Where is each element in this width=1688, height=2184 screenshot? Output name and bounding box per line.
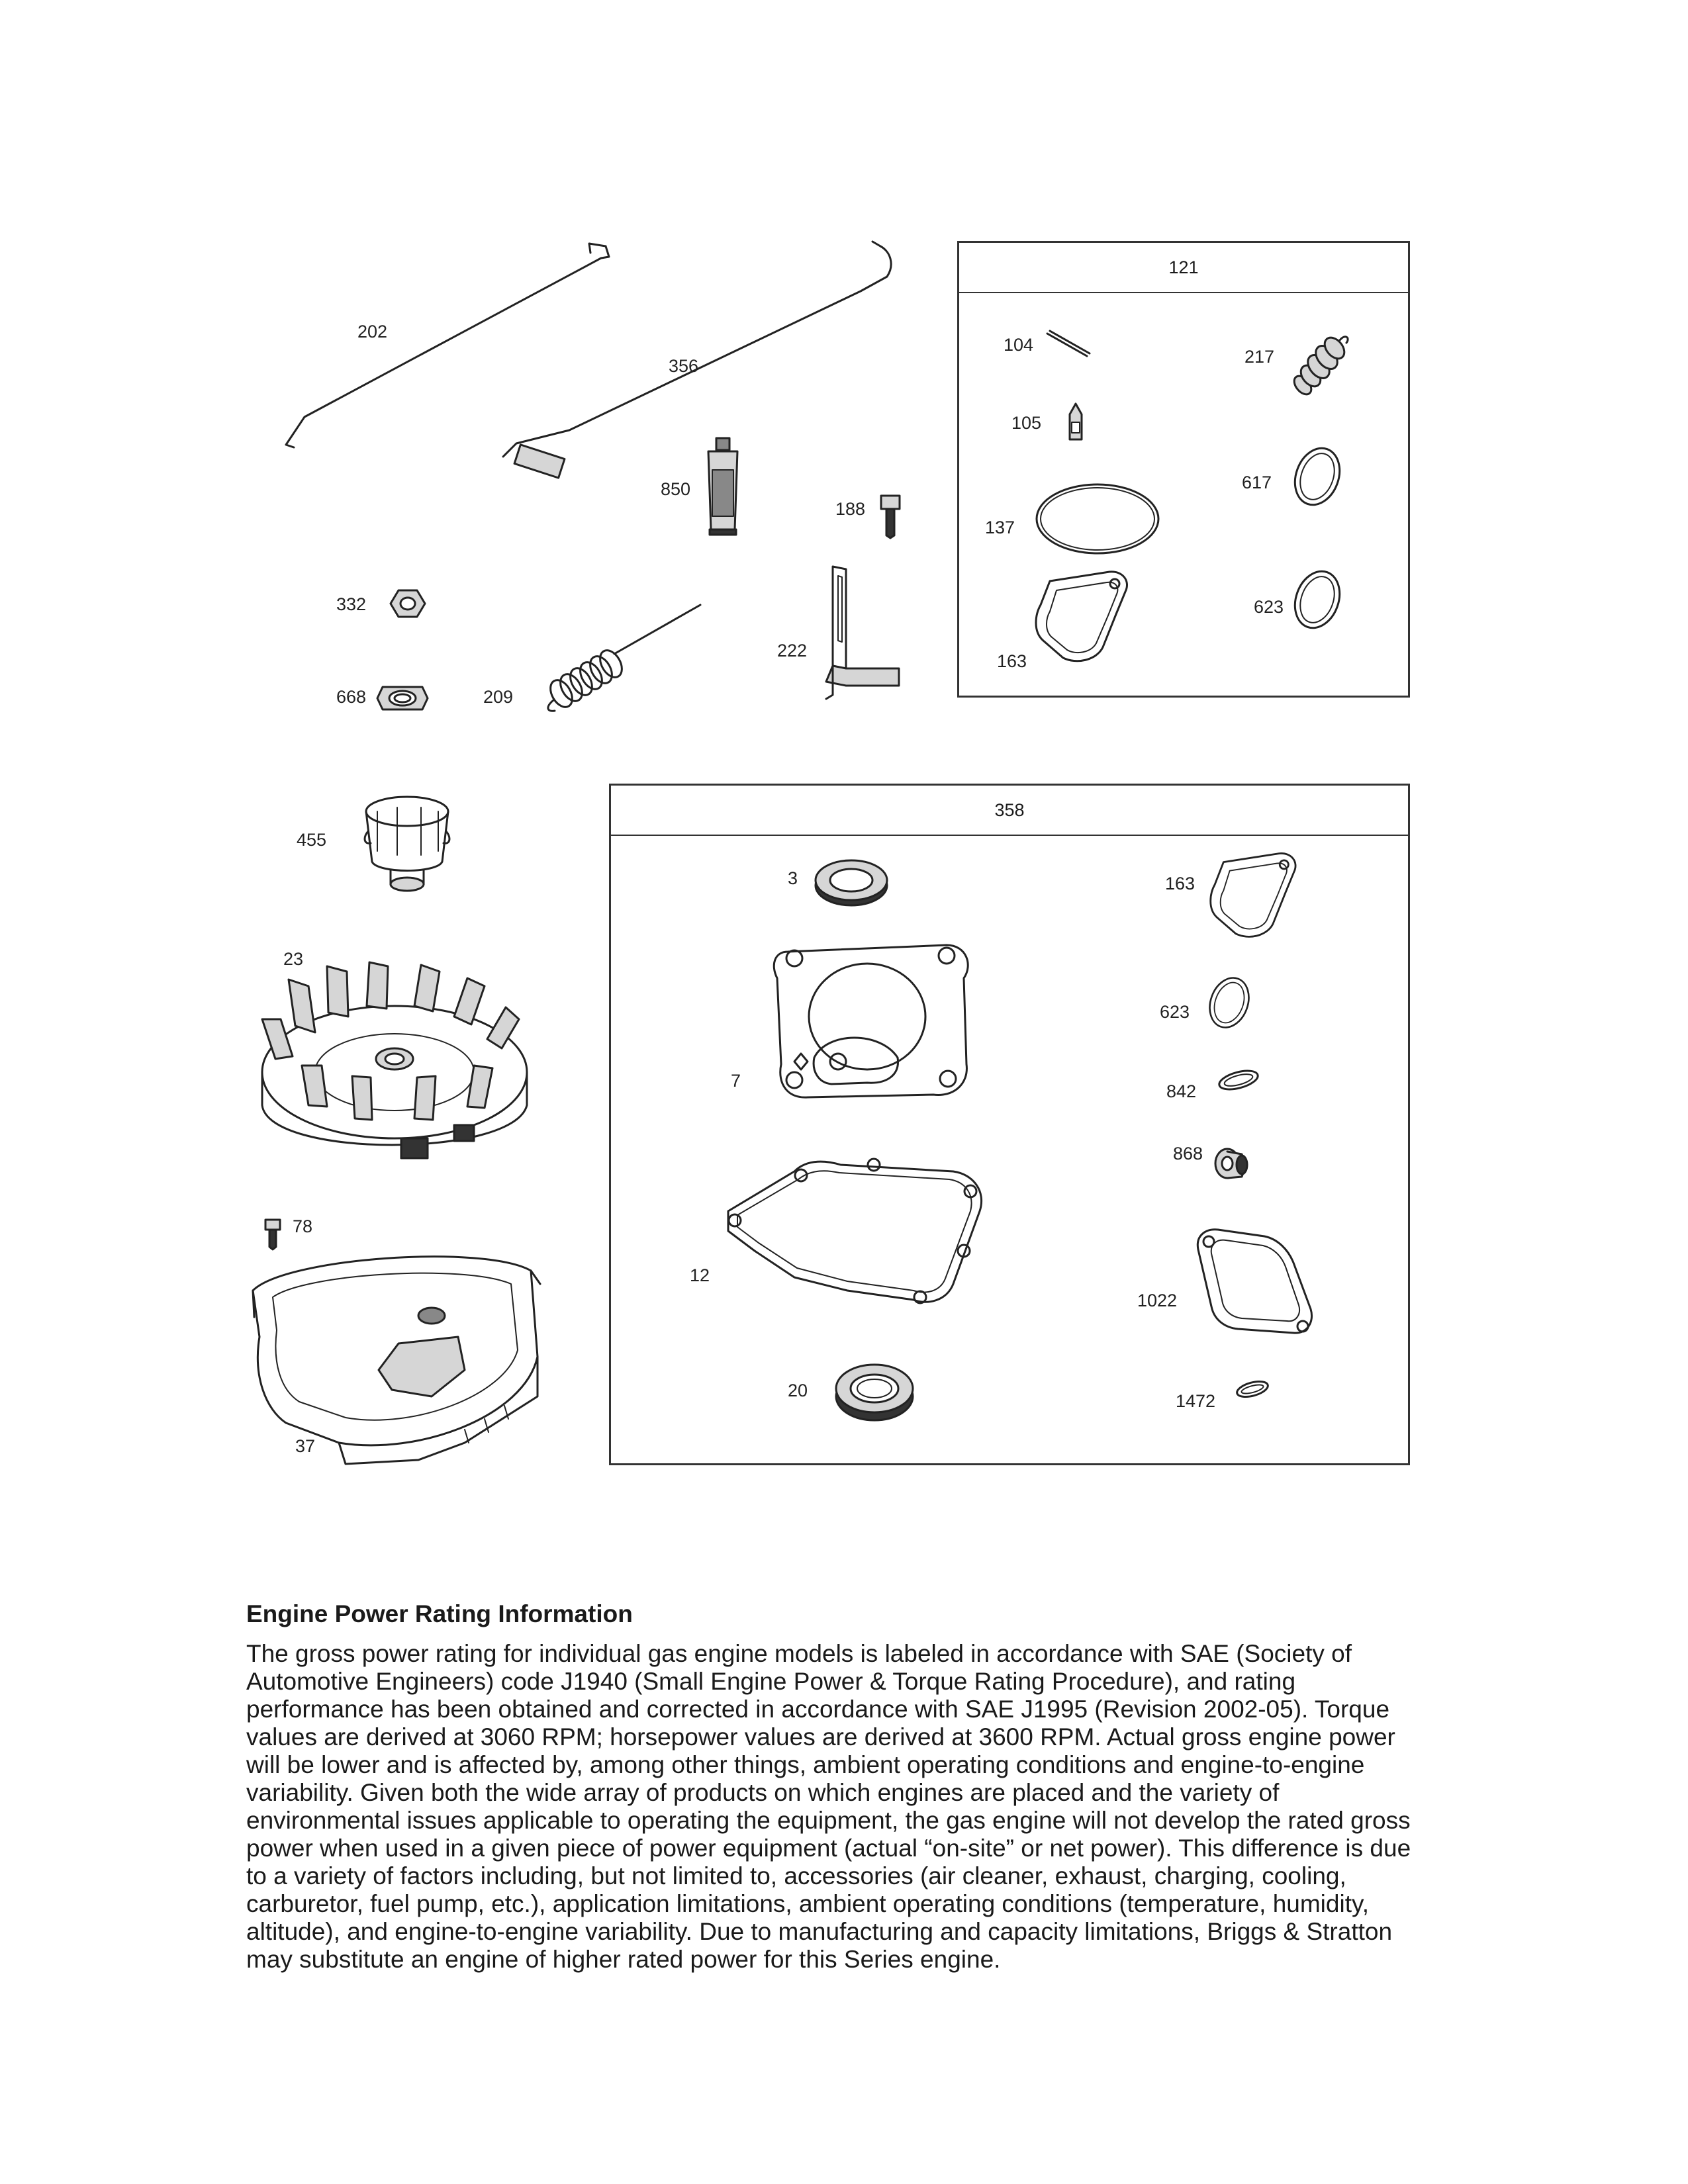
- part-label-850: 850: [661, 479, 691, 499]
- part-label-222: 222: [777, 641, 808, 660]
- kit-358-label-623: 623: [1160, 1002, 1190, 1022]
- pin-104-illustration: [1045, 330, 1091, 363]
- part-label-668: 668: [336, 687, 367, 707]
- spring-217-illustration: [1291, 332, 1350, 396]
- kit-358-label-163: 163: [1165, 874, 1196, 893]
- part-label-188: 188: [835, 499, 866, 519]
- kit-358-label-868: 868: [1173, 1144, 1203, 1163]
- blower-housing-illustration: [246, 1244, 551, 1469]
- screw-188-illustration: [877, 493, 904, 539]
- part-label-78: 78: [293, 1216, 313, 1236]
- kit-358-label-1472: 1472: [1176, 1391, 1216, 1411]
- kit-358-label-20: 20: [788, 1381, 808, 1400]
- part-label-37: 37: [295, 1436, 316, 1456]
- kit-121-label-623: 623: [1254, 597, 1284, 617]
- part-label-23: 23: [283, 949, 304, 969]
- oring-617-illustration: [1291, 443, 1344, 510]
- kit-121-title: 121: [959, 243, 1408, 293]
- kit-121-label-163: 163: [997, 651, 1027, 671]
- head-gasket-illustration: [768, 932, 980, 1104]
- kit-358-label-842: 842: [1166, 1081, 1197, 1101]
- kit-121-label-104: 104: [1004, 335, 1034, 355]
- oring-1472-illustration: [1234, 1378, 1271, 1400]
- seal-20-illustration: [831, 1358, 917, 1424]
- governor-spring-illustration: [541, 601, 707, 713]
- nut-332-illustration: [389, 588, 426, 619]
- crankcase-gasket-illustration: [715, 1152, 1000, 1310]
- seal-3-illustration: [812, 856, 891, 909]
- engine-power-rating-heading: Engine Power Rating Information: [246, 1600, 633, 1627]
- engine-power-rating-section: [246, 1600, 1425, 1974]
- sealant-tube-illustration: [703, 437, 743, 536]
- oring-842-illustration: [1215, 1067, 1262, 1093]
- kit-121-label-105: 105: [1011, 413, 1042, 433]
- oring-623-kit358-illustration: [1206, 973, 1252, 1032]
- flywheel-illustration: [256, 960, 534, 1178]
- engine-power-rating-body: The gross power rating for individual gas engine models is labeled in accordance with SAE (Society of Automotive Engineers) code J1940 (Small Engine Power & Torque Rating Procedure), and rating performance has been obtained and corrected in accordance with SAE J1995 (Revision 2002-05). Torque values are derived at 3060 RPM; horsepower values are derived at 3600 RPM. Actual gross engine power will be lower and is affected by, among other things, ambient operating conditions and engine-to-engine variability. Given both the wide array of products on which engines are placed and the variety of environmental issues applicable to operating the equipment, the gas engine will not develop the rated gross power when used in a given piece of power equipment (actual “on-site” or net power). This difference is due to a variety of factors including, but not limited to, accessories (air cleaner, exhaust, charging, cooling, carburetor, fuel pump, etc.), application limitations, ambient operating conditions (temperature, humidity, altitude), and engine-to-engine variability. Due to manufacturing and capacity limitations, Briggs & Stratton may substitute an engine of higher rated power for this Series engine.: [246, 1640, 1411, 1973]
- gasket-163-kit121-illustration: [1030, 568, 1136, 667]
- kit-121-label-137: 137: [985, 518, 1015, 537]
- part-label-202: 202: [357, 322, 388, 341]
- washer-668-illustration: [376, 682, 429, 715]
- kit-358-label-1022: 1022: [1137, 1291, 1178, 1310]
- kit-121-label-617: 617: [1242, 473, 1272, 492]
- needle-105-illustration: [1066, 402, 1086, 445]
- gasket-1022-illustration: [1185, 1223, 1317, 1342]
- kit-121-label-217: 217: [1244, 347, 1275, 367]
- oring-137-illustration: [1033, 480, 1162, 557]
- kit-358-label-12: 12: [690, 1265, 710, 1285]
- kit-358-label-7: 7: [731, 1071, 741, 1091]
- starter-cup-illustration: [357, 792, 457, 897]
- part-label-356: 356: [669, 356, 699, 376]
- kit-358-title: 358: [611, 786, 1408, 836]
- gasket-163-kit358-illustration: [1205, 850, 1304, 942]
- grommet-868-illustration: [1211, 1145, 1251, 1185]
- part-label-332: 332: [336, 594, 367, 614]
- kit-358-label-3: 3: [788, 868, 798, 888]
- oring-623-kit121-illustration: [1291, 567, 1344, 633]
- part-label-209: 209: [483, 687, 514, 707]
- part-label-455: 455: [297, 830, 327, 850]
- governor-bracket-illustration: [820, 563, 906, 708]
